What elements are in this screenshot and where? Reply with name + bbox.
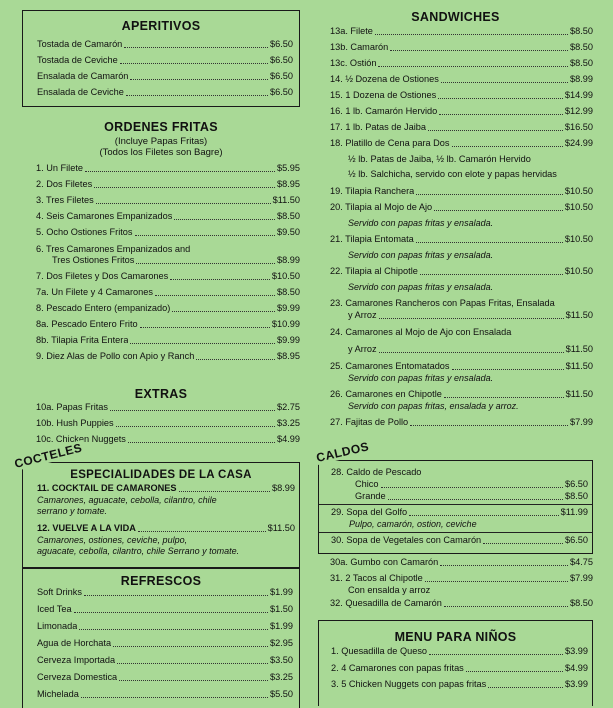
ordenes-subtitle-1: (Incluye Papas Fritas): [114, 136, 208, 147]
menu-item: Tostada de Camarón $6.50: [37, 39, 293, 49]
menu-item: 19. Tilapia Ranchera $10.50: [330, 186, 593, 196]
menu-item: 10c. Chicken Nuggets $4.99: [36, 434, 300, 444]
menu-item: 17. 1 lb. Patas de Jaiba $16.50: [330, 122, 593, 132]
caldos-box: [318, 460, 593, 554]
menu-item: 21. Tilapia Entomata $10.50: [330, 234, 593, 244]
item-description: aguacate, cebolla, cilantro, chile Serrano y tomate.: [37, 546, 240, 556]
menu-item: 13b. Camarón $8.50: [330, 42, 593, 52]
menu-item: y Arroz $11.50: [348, 344, 593, 354]
menu-item-line: 24. Camarones al Mojo de Ajo con Ensalada: [330, 327, 512, 337]
menu-item-line: 28. Caldo de Pescado: [331, 467, 422, 477]
menu-item-line: 6. Tres Camarones Empanizados and: [36, 244, 191, 254]
ordenes-title: ORDENES FRITAS: [104, 120, 218, 134]
item-description: ½ lb. Salchicha, servido con elote y papas hervidas: [348, 169, 557, 179]
menu-item: Michelada $5.50: [37, 689, 293, 699]
menu-item: 1. Quesadilla de Queso $3.99: [331, 646, 588, 656]
menu-item: 30. Sopa de Vegetales con Camarón $6.50: [331, 535, 588, 545]
item-note: Servido con papas fritas y ensalada.: [348, 218, 494, 228]
menu-item: 3. Tres Filetes $11.50: [36, 195, 300, 205]
menu-item: 30a. Gumbo con Camarón $4.75: [330, 557, 593, 567]
menu-item: 1. Un Filete $5.95: [36, 163, 300, 173]
menu-item: Iced Tea $1.50: [37, 604, 293, 614]
menu-item: 7. Dos Filetes y Dos Camarones $10.50: [36, 271, 300, 281]
ninos-title: MENU PARA NIÑOS: [394, 630, 517, 644]
item-description: ½ lb. Patas de Jaiba, ½ lb. Camarón Hervido: [348, 154, 531, 164]
refrescos-title: REFRESCOS: [120, 574, 202, 588]
especialidades-box: [22, 462, 300, 569]
menu-item: Ensalada de Camarón $6.50: [37, 71, 293, 81]
menu-item: 3. 5 Chicken Nuggets con papas fritas $3.99: [331, 679, 588, 689]
menu-item: 32. Quesadilla de Camarón $8.50: [330, 598, 593, 608]
menu-item: 2. Dos Filetes $8.95: [36, 179, 300, 189]
item-note: Servido con papas fritas y ensalada.: [348, 373, 494, 383]
menu-item: 13c. Ostión $8.50: [330, 58, 593, 68]
menu-item: 2. 4 Camarones con papas fritas $4.99: [331, 663, 588, 673]
menu-item: 27. Fajitas de Pollo $7.99: [330, 417, 593, 427]
cocteles-stamp: COCTELES: [10, 440, 86, 472]
menu-item: Chico $6.50: [355, 479, 588, 489]
menu-item: 7a. Un Filete y 4 Camarones $8.50: [36, 287, 300, 297]
menu-item: 10a. Papas Fritas $2.75: [36, 402, 300, 412]
sandwiches-title: SANDWICHES: [411, 10, 500, 24]
menu-item: 12. VUELVE A LA VIDA $11.50: [37, 523, 295, 533]
menu-item: 15. 1 Dozena de Ostiones $14.99: [330, 90, 593, 100]
menu-item: Cerveza Importada $3.50: [37, 655, 293, 665]
especialidades-title: ESPECIALIDADES DE LA CASA: [70, 469, 252, 481]
menu-item: 18. Platillo de Cena para Dos $24.99: [330, 138, 593, 148]
divider: [319, 504, 592, 505]
item-note: Servido con papas fritas y ensalada.: [348, 250, 494, 260]
menu-item: 29. Sopa del Golfo $11.99: [331, 507, 588, 517]
menu-item: 22. Tilapia al Chipotle $10.50: [330, 266, 593, 276]
menu-item: 16. 1 lb. Camarón Hervido $12.99: [330, 106, 593, 116]
menu-item: y Arroz $11.50: [348, 310, 593, 320]
aperitivos-box: [22, 10, 300, 107]
menu-item: Cerveza Domestica $3.25: [37, 672, 293, 682]
menu-item: Tres Ostiones Fritos $8.99: [52, 255, 300, 265]
item-description: Camarones, aguacate, cebolla, cilantro, chile: [37, 495, 217, 505]
menu-item: 8a. Pescado Entero Frito $10.99: [36, 319, 300, 329]
menu-item-line: 23. Camarones Rancheros con Papas Fritas, Ensalada: [330, 298, 555, 308]
item-description: Con ensalda y arroz: [348, 585, 431, 595]
item-note: Servido con papas fritas, ensalada y arroz.: [348, 401, 519, 411]
divider: [319, 532, 592, 533]
extras-title: EXTRAS: [134, 387, 188, 401]
menu-item: 31. 2 Tacos al Chipotle $7.99: [330, 573, 593, 583]
item-note: Servido con papas fritas y ensalada.: [348, 282, 494, 292]
menu-item: Tostada de Ceviche $6.50: [37, 55, 293, 65]
menu-item: Limonada $1.99: [37, 621, 293, 631]
menu-item: Agua de Horchata $2.95: [37, 638, 293, 648]
menu-item: 25. Camarones Entomatados $11.50: [330, 361, 593, 371]
menu-item: 26. Camarones en Chipotle $11.50: [330, 389, 593, 399]
menu-item: 20. Tilapia al Mojo de Ajo $10.50: [330, 202, 593, 212]
ninos-box: [318, 620, 593, 706]
item-note: Pulpo, camarón, ostion, ceviche: [349, 519, 477, 529]
menu-item: 8b. Tilapia Frita Entera $9.99: [36, 335, 300, 345]
menu-item: 10b. Hush Puppies $3.25: [36, 418, 300, 428]
aperitivos-title: APERITIVOS: [121, 19, 201, 33]
menu-item: Soft Drinks $1.99: [37, 587, 293, 597]
refrescos-box: [22, 567, 300, 708]
menu-item: 9. Diez Alas de Pollo con Apio y Ranch $8.95: [36, 351, 300, 361]
menu-item: Grande $8.50: [355, 491, 588, 501]
menu-item: 13a. Filete $8.50: [330, 26, 593, 36]
item-description: Camarones, ostiones, ceviche, pulpo,: [37, 535, 188, 545]
menu-item: 4. Seis Camarones Empanizados $8.50: [36, 211, 300, 221]
menu-item: 11. COCKTAIL DE CAMARONES $8.99: [37, 483, 295, 493]
menu-item: Ensalada de Ceviche $6.50: [37, 87, 293, 97]
menu-item: 5. Ocho Ostiones Fritos $9.50: [36, 227, 300, 237]
caldos-stamp: CALDOS: [312, 439, 373, 466]
item-description: serrano y tomate.: [37, 506, 108, 516]
menu-item: 14. ½ Dozena de Ostiones $8.99: [330, 74, 593, 84]
menu-item: 8. Pescado Entero (empanizado) $9.99: [36, 303, 300, 313]
ordenes-subtitle-2: (Todos los Filetes son Bagre): [99, 147, 223, 158]
